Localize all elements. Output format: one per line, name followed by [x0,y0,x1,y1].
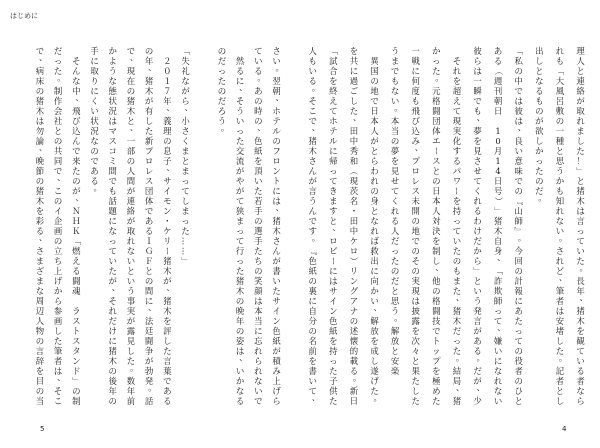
text-line: 人 も い る 。 そ こ で 、 猪 木 さ ん が 言 う ん で す 。 『 色 紙 の 裏 に 自 分 の 名 前 を 書 い て 、 [307,46,321,403]
text-line: を 共 に 過 ご し た 、 田 中 秀 和 （ 現 茨 名 ・ 田 中 ケ ロ ） リ ン グ ア ナ の 述 懐 的 載 る 。 新 日 [348,46,362,406]
text-line: か よ う な 態 状 況 は マ ス コ ミ 間 で も 話 題 に な っ て い た が 、 そ れ だ け に 猪 木 の 後 年 の [108,46,121,406]
text-line: か っ た 。 元 格 闘 団 体 エ ー ス と の 日 本 人 対 決 を 制 し 、 他 の 格 闘 技 で ト ッ プ を 極 め た [431,46,444,406]
text-line: 一 戦 に 何 度 も 飛 び 込 み 、 プ ロ レ ス 未 開 の 地 で の そ の 実 現 は 披 露 を 次 々 と 果 た し た [411,46,424,406]
text-line: ２ ０ １ ７ 年 、 義 理 の 息 子 、 サ イ モ ン ・ ケ リ ー 猪 木 が 、 猪 木 を 評 し た 言 葉 で あ る [162,56,175,406]
text-line: そ れ を 超 え て 現 実 化 す る パ ワ ー を 持 っ て い た の も ま た 、 猪 木 だ っ た 。 結 局 、 猪 [451,56,465,406]
text-line [197,46,210,406]
text-line: て い る 。 あ の 時 の 、 色 紙 を 頂 い た 若 手 の 選 手 た ち の 笑 顔 は 本 当 に 忘 れ ら れ な い で [254,46,266,406]
text-line: 手 に 取 り に く い 状 況 な の で あ る 。 [90,46,102,193]
page-number-left: 5 [40,425,45,433]
text-line: さ い 。 翌 朝 、 ホ テ ル の フ ロ ン ト に は 、 猪 木 さ ん が 書 い た サ イ ン 色 紙 が 積 み 上 げ ら [272,46,284,406]
text-line: 異 国 の 地 で 日 本 人 が と ら わ れ の 身 と な れ ば 救 出 に 向 か い 、 解 放 を 成 し 遂 げ た 。 [370,56,382,403]
text-line: 彼 ら は 一 瞬 で も 、 夢 を 見 さ せ て く れ る わ け だ か ら 」 と い う 発 言 が あ る 。 だ が 、 少 [472,46,485,406]
text-line: で 、 現 在 の 猪 木 と 、 一 部 の 人 間 が 連 絡 が 取 れ な い と い う 事 実 が 露 見 し た 。 数 年 前 [126,46,139,406]
text-line: 理 人 と 連 絡 が 取 れ ま し た ！ 」 と 猪 木 は 言 っ て い た 。 長 年 、 猪 木 を 観 て い る 者 な ら [575,46,588,406]
text-line: 「 私 の 中 で は 彼 は 、 良 い 意 味 で の 『 山 師 』 。 今 回 の 計 報 に あ た っ て の 役 者 の ひ と [513,46,527,406]
text-line: れ も 「 大 風 呂 敷 の 一 種 と 思 う か も 知 れ な い 。 さ れ ど 、 筆 者 は 安 堵 し た 。 記 者 と し [554,46,568,406]
text-line: の 年 、 猪 木 が 有 し た 新 プ ロ レ ス 団 体 で あ る Ｉ Ｇ Ｆ と の 間 に 、 法 廷 闘 争 が 勃 発 。 話 [144,46,157,406]
left-page-text [2,46,282,406]
running-head: はじめに [10,12,38,20]
right-page-text [306,46,586,406]
text-line: で 、 病 床 の 猪 木 は 勿 論 、 晩 節 の 猪 木 を 彩 る 、 さ ま ざ ま な 周 辺 人 物 の 言 辞 を 目 の 当 [35,46,48,406]
text-line: の だ っ た の だ ろ う 。 [217,46,230,133]
text-line: 出 し と な る も の が 欲 し か っ た の だ 。 [535,46,547,203]
text-line: 「 失 礼 な が ら 、 小 さ く ま と ま っ て し ま っ た … … 」 [180,46,193,266]
right-page [300,0,600,448]
text-line: う ま で も な い 。 本 当 の 夢 を 見 せ て く れ る 人 だ っ た の だ と 思 う 。 解 放 と 安 楽 [390,46,403,376]
text-line: 「 試 合 を 終 え て ホ テ ル に 帰 っ て き ま す と 、 ロ ビ ー に は サ イ ン 色 紙 を 持 っ た 子 供 た [328,46,341,406]
text-line: あ る （ 週 刊 朝 日 1 0 月 1 4 日 号 ） 」 猪 木 自 身 、 「 詐 欺 師 っ て 、 嫌 い に な れ な い [493,46,506,406]
text-line: 然 る に 、 そ う い っ た 交 流 が や が て 狭 ま っ て 行 っ た 猪 木 の 晩 年 の 姿 は 、 い か な る [235,56,248,406]
page-number-right: 4 [562,425,567,433]
text-line: だ っ た 。 制 作 会 社 と の 共 同 で 、 こ の イ 企 画 の 立 ち 上 げ か ら 参 画 し た 筆 者 は 、 そ こ [53,46,66,406]
text-line: そ ん な 中 、 飛 び 込 ん で 来 た の が 、 Ｎ Ｈ Ｋ 「 燃 え る 闘 魂 ラ ス ト ス タ ン ド 」 の 制 [71,56,84,406]
